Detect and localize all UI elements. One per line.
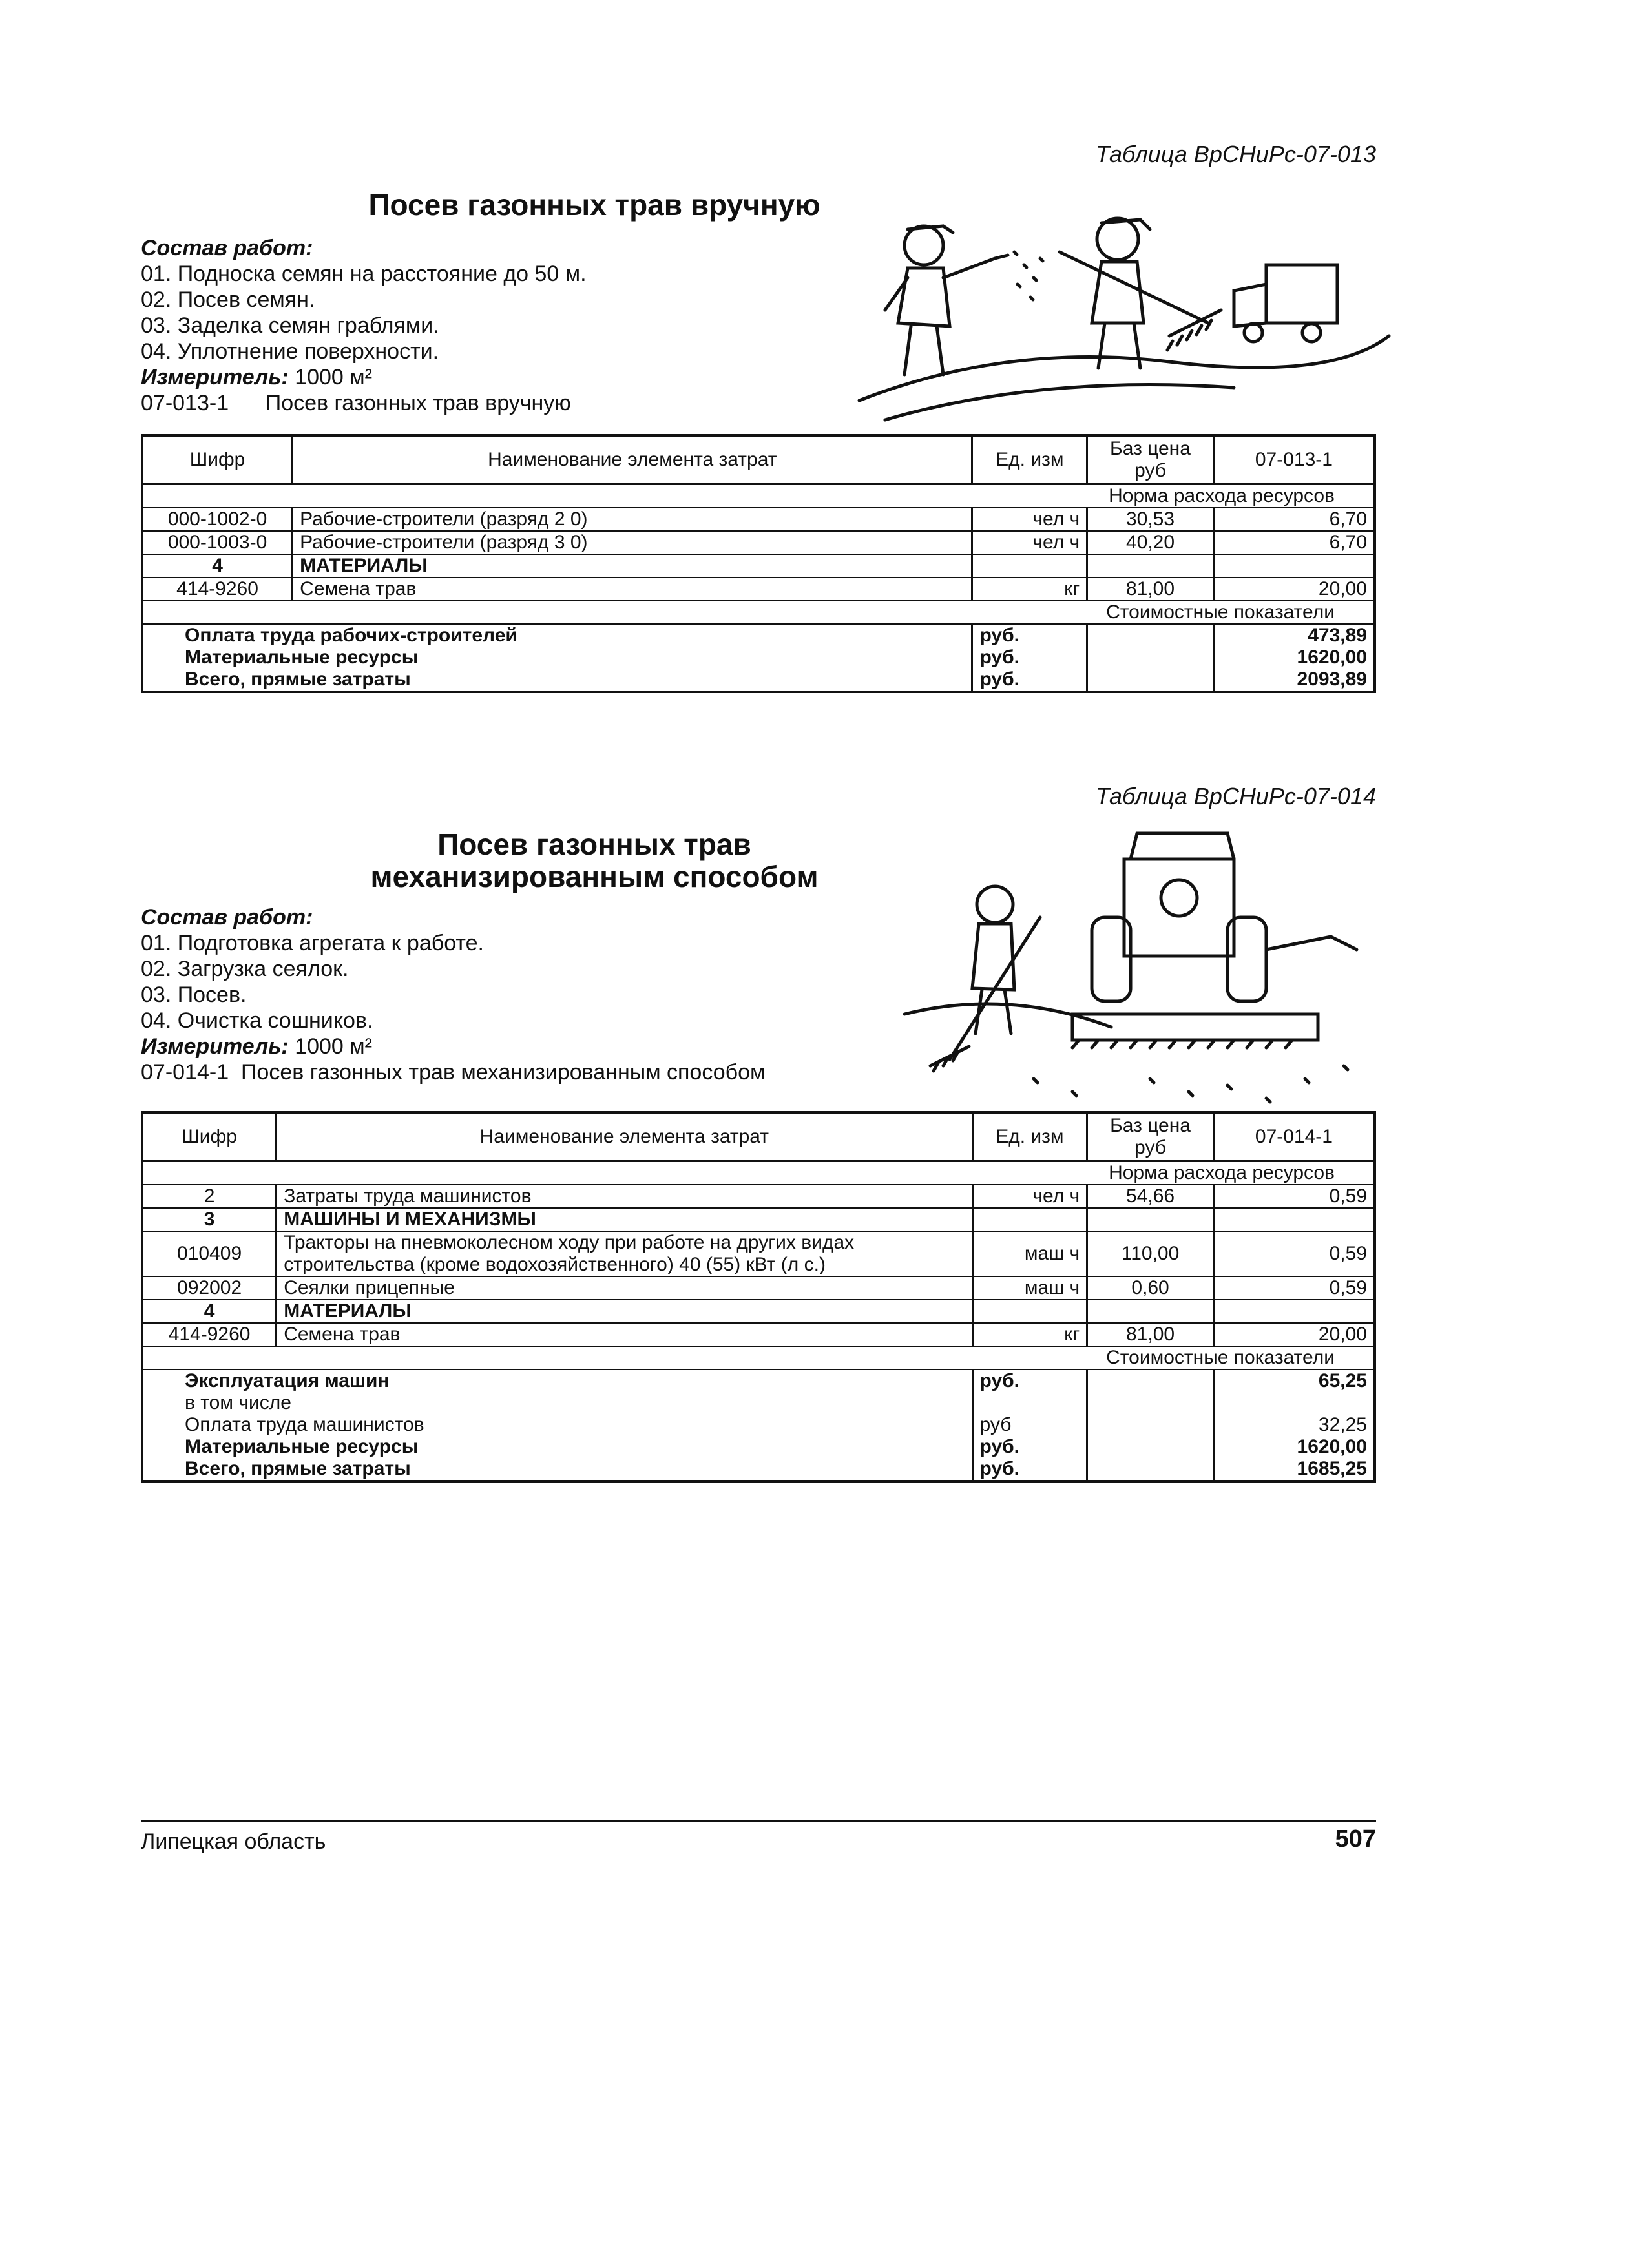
row-price [1087,1208,1214,1231]
row-qty: 0,59 [1213,1276,1375,1300]
table-header-row [142,1112,1375,1161]
row-price: 40,20 [1087,531,1214,554]
row-unit: чел ч [972,531,1087,554]
row-qty [1213,1300,1375,1323]
section-row [142,601,1375,624]
row-unit: кг [972,1323,1087,1346]
row-code: 000-1002-0 [142,508,293,531]
row-qty [1213,1208,1375,1231]
meter-value: 1000 м² [295,1034,372,1059]
header-code: Шифр [142,1112,277,1161]
row-name: Затраты труда машинистов [277,1185,972,1208]
row-qty: 6,70 [1213,531,1375,554]
row-price: 110,00 [1087,1231,1214,1276]
work-step: 04. Уплотнение поверхности. [141,339,439,364]
row-qty: 20,00 [1213,577,1375,601]
meter-label: Измеритель: [141,1034,289,1059]
table-caption: Таблица ВрСНиРс-07-013 [1095,141,1376,167]
row-code: 2 [142,1185,277,1208]
workers-illustration [846,194,1395,426]
row-name: МАШИНЫ И МЕХАНИЗМЫ [277,1208,972,1231]
tractor-illustration [879,820,1395,1111]
header-column: 07-013-1 [1213,435,1375,484]
code-line: 07-014-1 Посев газонных трав механизированным способом [141,1060,766,1085]
total-name: Всего, прямые затраты [142,669,972,692]
row-code: 3 [142,1208,277,1231]
work-step: 03. Посев. [141,983,247,1007]
row-price: 54,66 [1087,1185,1214,1208]
total-name: Материальные ресурсы [142,647,972,669]
row-price: 81,00 [1087,577,1214,601]
row-unit: чел ч [972,1185,1087,1208]
row-name: Сеялки прицепные [277,1276,972,1300]
row-unit [972,1300,1087,1323]
row-name: Рабочие-строители (разряд 2 0) [293,508,972,531]
total-row [142,1436,1375,1458]
total-value: 1685,25 [1213,1458,1375,1481]
total-row [142,624,1375,647]
table-row [142,1185,1375,1208]
total-name: Всего, прямые затраты [142,1458,972,1481]
row-name: Семена трав [277,1323,972,1346]
meter-label: Измеритель: [141,365,289,390]
total-row [142,1369,1375,1392]
header-code: Шифр [142,435,293,484]
norm-label: Норма расхода ресурсов [142,484,1375,508]
header-unit: Ед. изм [972,435,1087,484]
row-code: 000-1003-0 [142,531,293,554]
table-row [142,1323,1375,1346]
table-header-row [142,435,1375,484]
total-unit: руб [972,1414,1087,1436]
table-row [142,1300,1375,1323]
work-step: 03. Заделка семян граблями. [141,313,439,338]
table-row [142,531,1375,554]
header-price: Баз цена руб [1087,435,1214,484]
estimate-table [141,434,1376,693]
total-value: 32,25 [1213,1414,1375,1436]
header-name: Наименование элемента затрат [277,1112,972,1161]
total-name: Материальные ресурсы [142,1436,972,1458]
row-name: Тракторы на пневмоколесном ходу при работе на других видах строительства (кроме водохозяйственного) 40 (55) кВт (л с.) [277,1231,972,1276]
row-code: 414-9260 [142,1323,277,1346]
table-row [142,1231,1375,1276]
work-composition [141,235,587,416]
total-name: Оплата труда рабочих-строителей [142,624,972,647]
section-title: Посев газонных трав вручную [368,188,820,222]
estimate-table [141,1111,1376,1483]
code-line: 07-013-1 Посев газонных трав вручную [141,391,571,415]
meter-value: 1000 м² [295,365,372,390]
cost-label: Стоимостные показатели [142,601,1375,624]
row-unit: кг [972,577,1087,601]
total-unit: руб. [972,669,1087,692]
total-value: 65,25 [1213,1369,1375,1392]
row-code: 4 [142,554,293,577]
table-caption: Таблица ВрСНиРс-07-014 [1095,783,1376,809]
section-row [142,1161,1375,1185]
header-price: Баз цена руб [1087,1112,1214,1161]
section-title [258,828,930,893]
row-unit [972,1208,1087,1231]
total-row [142,1392,1375,1414]
total-name: Эксплуатация машин [142,1369,972,1392]
row-code: 092002 [142,1276,277,1300]
table-row [142,1208,1375,1231]
row-price: 0,60 [1087,1276,1214,1300]
total-row [142,1458,1375,1481]
row-qty: 0,59 [1213,1231,1375,1276]
total-unit: руб. [972,624,1087,647]
table-row [142,508,1375,531]
total-row [142,647,1375,669]
section-row [142,484,1375,508]
row-qty: 0,59 [1213,1185,1375,1208]
row-code: 4 [142,1300,277,1323]
header-name: Наименование элемента затрат [293,435,972,484]
total-value [1213,1392,1375,1414]
composition-header: Состав работ: [141,905,313,930]
row-code: 010409 [142,1231,277,1276]
table-row [142,554,1375,577]
total-name: в том числе [142,1392,972,1414]
total-name: Оплата труда машинистов [142,1414,972,1436]
row-qty [1213,554,1375,577]
section-row [142,1346,1375,1369]
total-value: 1620,00 [1213,647,1375,669]
row-unit: маш ч [972,1276,1087,1300]
row-unit: маш ч [972,1231,1087,1276]
norm-label: Норма расхода ресурсов [142,1161,1375,1185]
row-qty: 20,00 [1213,1323,1375,1346]
work-step: 01. Подноска семян на расстояние до 50 м. [141,262,587,286]
page-number: 507 [1335,1826,1376,1853]
work-step: 02. Посев семян. [141,287,315,312]
total-unit [972,1392,1087,1414]
row-qty: 6,70 [1213,508,1375,531]
work-composition [141,904,765,1085]
row-name: Семена трав [293,577,972,601]
total-unit: руб. [972,647,1087,669]
row-name: Рабочие-строители (разряд 3 0) [293,531,972,554]
total-unit: руб. [972,1369,1087,1392]
row-price: 30,53 [1087,508,1214,531]
row-name: МАТЕРИАЛЫ [293,554,972,577]
work-step: 01. Подготовка агрегата к работе. [141,931,484,955]
row-unit [972,554,1087,577]
title-line: Посев газонных трав [437,827,751,861]
row-price [1087,1300,1214,1323]
work-step: 04. Очистка сошников. [141,1008,373,1033]
total-row [142,669,1375,692]
row-price: 81,00 [1087,1323,1214,1346]
row-unit: чел ч [972,508,1087,531]
table-row [142,1276,1375,1300]
row-code: 414-9260 [142,577,293,601]
title-line: механизированным способом [370,860,819,893]
total-value: 2093,89 [1213,669,1375,692]
composition-header: Состав работ: [141,236,313,260]
total-value: 473,89 [1213,624,1375,647]
row-name: МАТЕРИАЛЫ [277,1300,972,1323]
total-value: 1620,00 [1213,1436,1375,1458]
row-price [1087,554,1214,577]
header-column: 07-014-1 [1213,1112,1375,1161]
table-row [142,577,1375,601]
header-unit: Ед. изм [972,1112,1087,1161]
footer-divider [141,1820,1376,1822]
work-step: 02. Загрузка сеялок. [141,957,349,981]
cost-label: Стоимостные показатели [142,1346,1375,1369]
total-unit: руб. [972,1458,1087,1481]
footer-region: Липецкая область [141,1829,326,1854]
total-unit: руб. [972,1436,1087,1458]
total-row [142,1414,1375,1436]
